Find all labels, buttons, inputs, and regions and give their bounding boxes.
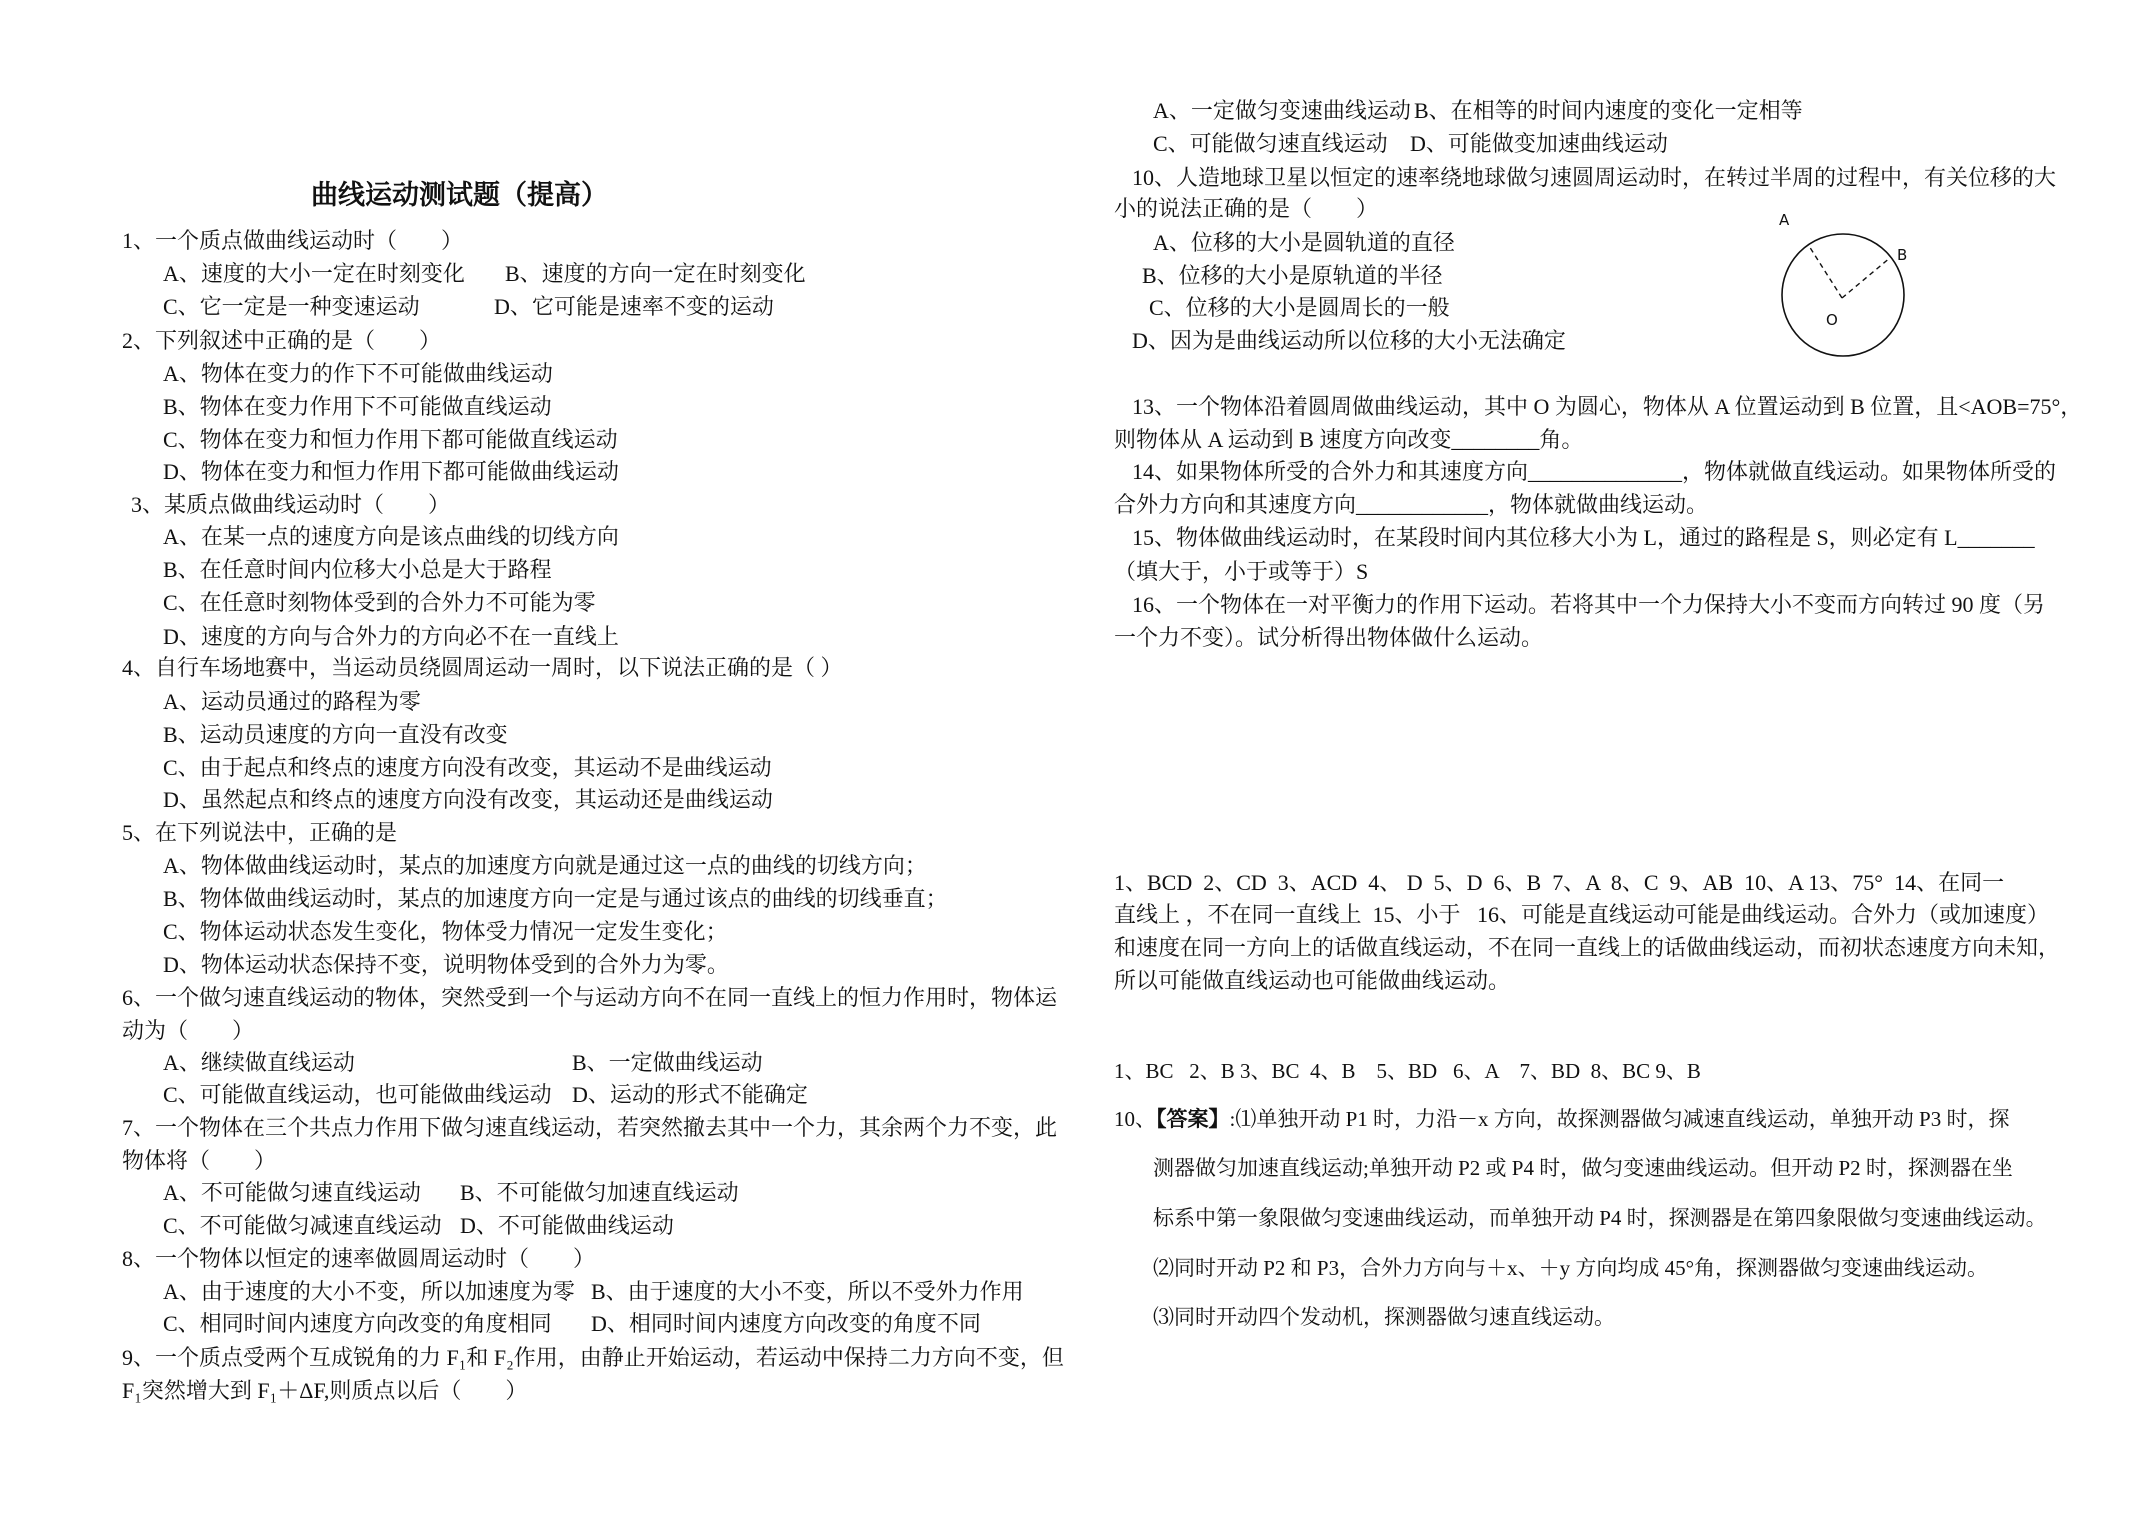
question-8-option-a: A、由于速度的大小不变，所以加速度为零 [163,1279,575,1304]
question-1-option-c: C、它一定是一种变速运动 [163,294,420,319]
answer-number: 10、 [1114,1107,1156,1131]
point-label-a: A [1779,211,1790,229]
answer-label: 【答案】 [1156,1107,1230,1131]
circle-diagram [1770,211,1920,365]
question-2-option-a: A、物体在变力的作下不可能做曲线运动 [163,361,553,386]
question-9-option-b: B、在相等的时间内速度的变化一定相等 [1414,98,1803,123]
question-1-option-b: B、速度的方向一定在时刻变化 [505,261,806,286]
answer-key-1-line-4: 所以可能做直线运动也可能做曲线运动。 [1114,968,1511,993]
question-10-option-a: A、位移的大小是圆轨道的直径 [1153,230,1455,255]
question-10-stem-line-1: 10、人造地球卫星以恒定的速率绕地球做匀速圆周运动时，在转过半周的过程中，有关位移的大 [1132,165,2057,190]
question-10-stem-line-2: 小的说法正确的是（ ） [1114,196,1379,221]
radius-line-oa [1809,246,1842,298]
question-6-option-a: A、继续做直线运动 [163,1050,355,1075]
question-4-option-a: A、运动员通过的路程为零 [163,689,421,714]
question-3-option-d: D、速度的方向与合外力的方向必不在一直线上 [163,624,619,649]
question-13-stem-line-2: 则物体从 A 运动到 B 速度方向改变________角。 [1114,427,1584,452]
question-9-option-c: C、可能做匀速直线运动 [1153,131,1388,156]
question-1-option-d: D、它可能是速率不变的运动 [494,294,774,319]
question-4-option-c: C、由于起点和终点的速度方向没有改变，其运动不是曲线运动 [163,755,772,780]
question-7-stem-line-2: 物体将（ ） [122,1148,277,1173]
question-1-stem: 1、一个质点做曲线运动时（ ） [122,228,464,253]
question-16-stem-line-2: 一个力不变）。试分析得出物体做什么运动。 [1114,625,1544,650]
question-2-stem: 2、下列叙述中正确的是（ ） [122,328,442,353]
question-7-option-b: B、不可能做匀加速直线运动 [460,1180,739,1205]
question-4-stem: 4、自行车场地赛中，当运动员绕圆周运动一周时，以下说法正确的是（ ） [122,655,843,680]
question-6-option-d: D、运动的形式不能确定 [572,1082,808,1107]
answer-key-1-line-2: 直线上 ，不在同一直线上 15、小于 16、可能是直线运动可能是曲线运动。合外力（或加速度） [1114,902,2050,927]
circle-orbit [1782,234,1904,356]
answer-key-2-q10-line-3: 标系中第一象限做匀变速曲线运动，而单独开动 P4 时，探测器是在第四象限做匀变速曲线运动。 [1153,1206,2047,1230]
question-3-stem: 3、某质点做曲线运动时（ ） [131,492,451,517]
question-5-option-a: A、物体做曲线运动时，某点的加速度方向就是通过这一点的曲线的切线方向； [163,853,927,878]
question-6-stem-line-1: 6、一个做匀速直线运动的物体，突然受到一个与运动方向不在同一直线上的恒力作用时，物体运 [122,985,1058,1010]
question-5-option-d: D、物体运动状态保持不变，说明物体受到的合外力为零。 [163,952,729,977]
question-14-stem-line-2: 合外力方向和其速度方向____________，物体就做曲线运动。 [1114,492,1709,517]
question-9-option-a: A、一定做匀变速曲线运动 [1153,98,1411,123]
answer-text: :⑴单独开动 P1 时，力沿－x 方向，故探测器做匀减速直线运动，单独开动 P3 时，探 [1229,1107,2010,1131]
question-4-option-d: D、虽然起点和终点的速度方向没有改变，其运动还是曲线运动 [163,787,773,812]
page-title: 曲线运动测试题（提高） [311,180,608,210]
answer-key-2-q10-line-2: 测器做匀加速直线运动;单独开动 P2 或 P4 时，做匀变速曲线运动。但开动 P2 时，探测器在坐 [1153,1156,2013,1180]
question-3-option-a: A、在某一点的速度方向是该点曲线的切线方向 [163,524,619,549]
question-6-option-b: B、一定做曲线运动 [572,1050,763,1075]
question-5-stem: 5、在下列说法中，正确的是 [122,820,398,845]
question-9-option-d: D、可能做变加速曲线运动 [1410,131,1668,156]
question-16-stem-line-1: 16、一个物体在一对平衡力的作用下运动。若将其中一个力保持大小不变而方向转过 90 度（另 [1132,592,2046,617]
question-7-stem-line-1: 7、一个物体在三个共点力作用下做匀速直线运动，若突然撤去其中一个力，其余两个力不变，此 [122,1115,1058,1140]
question-8-option-b: B、由于速度的大小不变，所以不受外力作用 [591,1279,1024,1304]
point-label-o: O [1826,311,1838,329]
question-5-option-b: B、物体做曲线运动时，某点的加速度方向一定是与通过该点的曲线的切线垂直； [163,886,948,911]
question-7-option-d: D、不可能做曲线运动 [460,1213,674,1238]
question-10-option-c: C、位移的大小是圆周长的一般 [1149,295,1450,320]
question-2-option-d: D、物体在变力和恒力作用下都可能做曲线运动 [163,459,619,484]
question-13-stem-line-1: 13、一个物体沿着圆周做曲线运动，其中 O 为圆心，物体从 A 位置运动到 B 位置，且<AOB=75°， [1132,394,2083,419]
question-6-stem-line-2: 动为（ ） [122,1018,255,1043]
question-6-option-c: C、可能做直线运动，也可能做曲线运动 [163,1082,552,1107]
point-label-b: B [1897,246,1908,264]
question-4-option-b: B、运动员速度的方向一直没有改变 [163,722,508,747]
question-15-stem-line-1: 15、物体做曲线运动时，在某段时间内其位移大小为 L，通过的路程是 S，则必定有 L_______ [1132,525,2035,550]
question-9-stem-line-2: F₁突然增大到 F₁＋ΔF,则质点以后（ ） [122,1378,528,1403]
question-2-option-c: C、物体在变力和恒力作用下都可能做直线运动 [163,427,618,452]
question-8-option-d: D、相同时间内速度方向改变的角度不同 [591,1311,981,1336]
answer-key-2-q10-line-5: ⑶同时开动四个发动机，探测器做匀速直线运动。 [1153,1305,1615,1329]
answer-key-1-line-1: 1、BCD 2、CD 3、ACD 4、 D 5、D 6、B 7、A 8、C 9、AB 10、A 13、75° 14、在同一 [1114,870,2005,895]
question-10-option-b: B、位移的大小是原轨道的半径 [1142,263,1443,288]
question-7-option-a: A、不可能做匀速直线运动 [163,1180,421,1205]
question-7-option-c: C、不可能做匀减速直线运动 [163,1213,442,1238]
question-10-option-d: D、因为是曲线运动所以位移的大小无法确定 [1132,328,1566,353]
question-14-stem-line-1: 14、如果物体所受的合外力和其速度方向______________，物体就做直线运动。如果物体所受的 [1132,459,2057,484]
question-8-option-c: C、相同时间内速度方向改变的角度相同 [163,1311,552,1336]
question-3-option-b: B、在任意时间内位移大小总是大于路程 [163,557,552,582]
question-5-option-c: C、物体运动状态发生变化，物体受力情况一定发生变化； [163,919,728,944]
question-3-option-c: C、在任意时刻物体受到的合外力不可能为零 [163,590,596,615]
question-15-stem-line-2: （填大于，小于或等于）S [1114,559,1369,584]
question-9-stem-line-1: 9、一个质点受两个互成锐角的力 F₁和 F₂作用，由静止开始运动，若运动中保持二力方向不变，但 [122,1345,1064,1370]
answer-key-2-choices: 1、BC 2、B 3、BC 4、B 5、BD 6、A 7、BD 8、BC 9、B [1114,1059,1701,1083]
answer-key-1-line-3: 和速度在同一方向上的话做直线运动，不在同一直线上的话做曲线运动，而初状态速度方向未知， [1114,935,2061,960]
answer-key-2-q10-line-1 [1114,1109,2009,1130]
radius-line-ob [1842,257,1891,298]
question-2-option-b: B、物体在变力作用下不可能做直线运动 [163,394,552,419]
question-8-stem: 8、一个物体以恒定的速率做圆周运动时（ ） [122,1246,596,1271]
answer-key-2-q10-line-4: ⑵同时开动 P2 和 P3，合外力方向与＋x、＋y 方向均成 45°角，探测器做匀变速曲线运动。 [1153,1256,1989,1280]
question-1-option-a: A、速度的大小一定在时刻变化 [163,261,465,286]
